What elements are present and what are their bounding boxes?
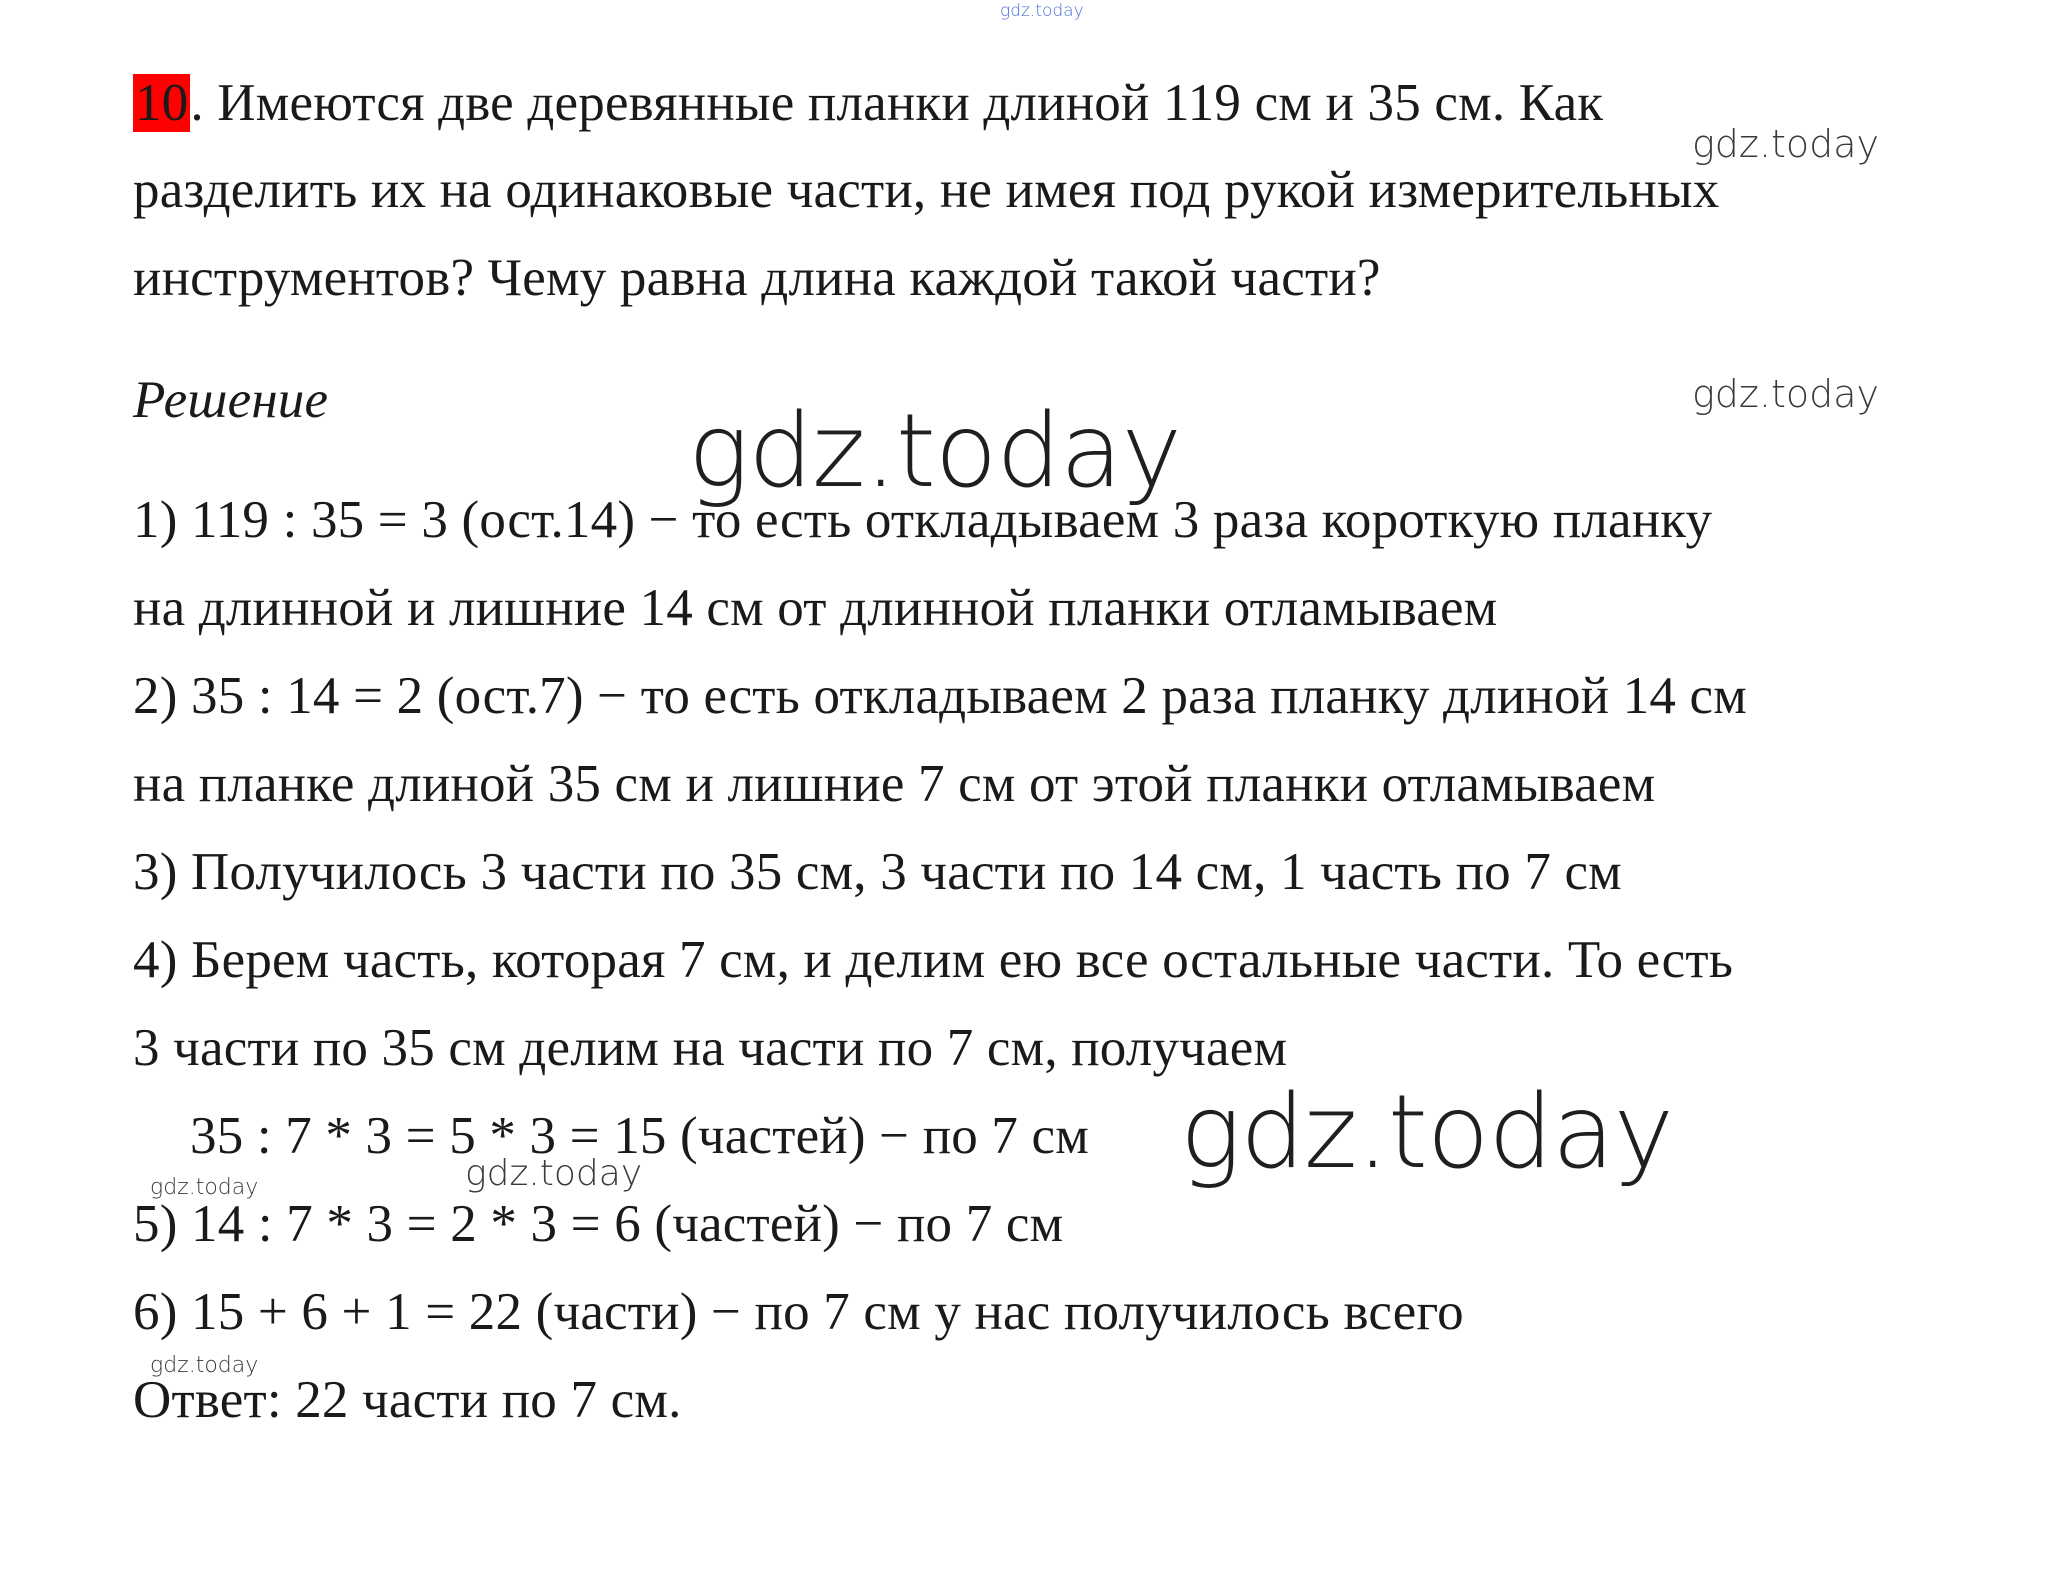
solution-line-4: на планке длиной 35 см и лишние 7 см от этой планки отламываем bbox=[133, 755, 1656, 813]
problem-line-3: инструментов? Чему равна длина каждой такой части? bbox=[133, 249, 1381, 307]
solution-heading: Решение bbox=[133, 371, 329, 429]
solution-line-2: на длинной и лишние 14 см от длинной планки отламываем bbox=[133, 579, 1498, 637]
problem-text-1: . Имеются две деревянные планки длиной 119 см и 35 см. Как bbox=[190, 74, 1604, 132]
solution-line-6: 4) Берем часть, которая 7 см, и делим ею все остальные части. То есть bbox=[133, 931, 1734, 989]
watermark-large-2: gdz.today bbox=[1180, 1073, 1673, 1192]
watermark-right-1: gdz.today bbox=[1692, 122, 1879, 166]
answer-line: Ответ: 22 части по 7 см. bbox=[133, 1371, 682, 1429]
solution-line-5: 3) Получилось 3 части по 35 см, 3 части по 14 см, 1 часть по 7 см bbox=[133, 843, 1622, 901]
solution-line-1: 1) 119 : 35 = 3 (ост.14) − то есть откладываем 3 раза короткую планку bbox=[133, 491, 1713, 549]
watermark-large-1: gdz.today bbox=[688, 392, 1181, 511]
problem-number: 10 bbox=[135, 74, 189, 132]
solution-line-10: 6) 15 + 6 + 1 = 22 (части) − по 7 см у нас получилось всего bbox=[133, 1283, 1464, 1341]
solution-line-7: 3 части по 35 см делим на части по 7 см, получаем bbox=[133, 1019, 1288, 1077]
watermark-small-2: gdz.today bbox=[150, 1353, 259, 1378]
watermark-top: gdz.today bbox=[1000, 1, 1084, 21]
solution-line-3: 2) 35 : 14 = 2 (ост.7) − то есть откладываем 2 раза планку длиной 14 см bbox=[133, 667, 1748, 725]
watermark-right-2: gdz.today bbox=[1692, 372, 1879, 416]
problem-line-1 bbox=[133, 73, 1603, 133]
watermark-small-1: gdz.today bbox=[150, 1175, 259, 1200]
watermark-mid: gdz.today bbox=[465, 1153, 643, 1194]
solution-line-9: 5) 14 : 7 * 3 = 2 * 3 = 6 (частей) − по 7 см bbox=[133, 1195, 1064, 1253]
problem-line-2: разделить их на одинаковые части, не имея под рукой измерительных bbox=[133, 161, 1720, 219]
solution-line-8: 35 : 7 * 3 = 5 * 3 = 15 (частей) − по 7 см bbox=[190, 1107, 1090, 1165]
